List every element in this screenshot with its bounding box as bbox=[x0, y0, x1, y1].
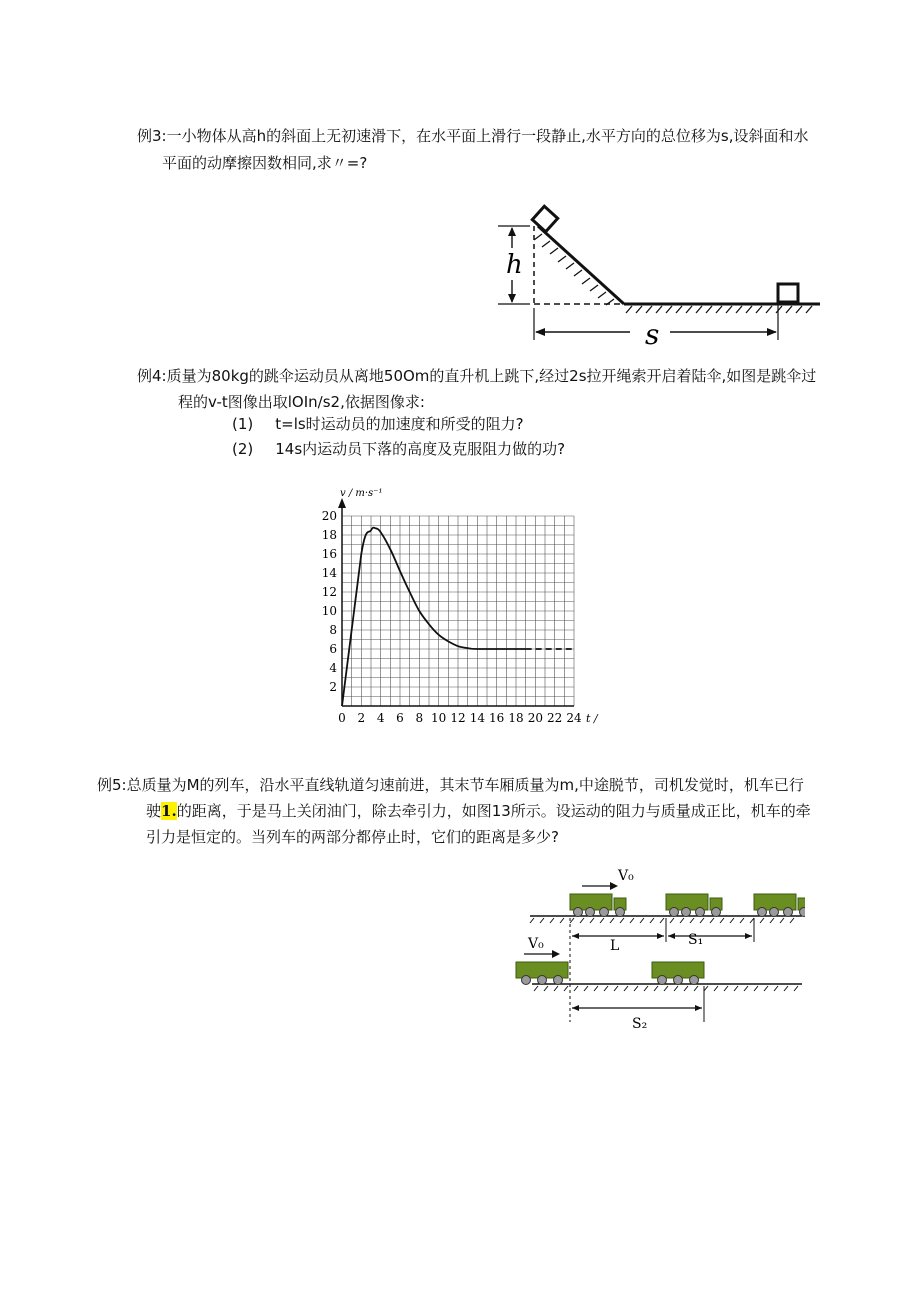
incline-figure bbox=[490, 200, 830, 350]
x-tick-label: 24 bbox=[566, 711, 582, 725]
x-tick-label: 4 bbox=[376, 711, 385, 725]
ex4-question-2 bbox=[232, 438, 565, 460]
q2-text: 14s内运动员下落的高度及克服阻力做的功? bbox=[275, 440, 566, 458]
ex3-text-2: 平面的动摩擦因数相同,求〃=? bbox=[162, 154, 368, 172]
highlighted-value: 1. bbox=[161, 802, 177, 820]
y-tick-label: 8 bbox=[329, 623, 337, 637]
x-axis-label: t / bbox=[586, 712, 598, 725]
y-tick-label: 16 bbox=[321, 547, 337, 561]
x-tick-label: 18 bbox=[508, 711, 524, 725]
ex3-line1 bbox=[137, 125, 808, 147]
ex3-text-1: 一小物体从高h的斜面上无初速滑下，在水平面上滑行一段静止,水平方向的总位移为s,设斜面和水 bbox=[166, 127, 809, 145]
ex5-line1 bbox=[97, 774, 804, 796]
v0-top-label: V₀ bbox=[618, 868, 634, 884]
x-tick-label: 6 bbox=[396, 711, 404, 725]
x-tick-label: 10 bbox=[431, 711, 447, 725]
x-tick-label: 20 bbox=[527, 711, 543, 725]
x-tick-label: 0 bbox=[338, 711, 346, 725]
x-tick-label: 2 bbox=[357, 711, 366, 725]
ex5-label: 例5: bbox=[97, 776, 127, 794]
v0-bottom-label: V₀ bbox=[528, 936, 544, 952]
y-axis-arrow bbox=[338, 498, 346, 508]
L-label: L bbox=[610, 938, 620, 954]
y-tick-label: 18 bbox=[321, 528, 337, 542]
x-tick-label: 8 bbox=[415, 711, 424, 725]
x-tick-label: 22 bbox=[547, 711, 563, 725]
ex4-question-1 bbox=[232, 413, 524, 435]
train-figure bbox=[510, 862, 805, 1032]
x-tick-label: 14 bbox=[469, 711, 485, 725]
ex3-label: 例3: bbox=[137, 127, 167, 145]
x-tick-label: 12 bbox=[450, 711, 466, 725]
y-tick-label: 6 bbox=[329, 642, 337, 656]
ex4-label: 例4: bbox=[137, 367, 167, 385]
y-tick-label: 10 bbox=[321, 604, 337, 618]
x-tick-label: 16 bbox=[489, 711, 505, 725]
S2-label: S₂ bbox=[632, 1016, 648, 1032]
ex4-line1 bbox=[137, 365, 816, 387]
h-label: h bbox=[506, 250, 523, 280]
y-axis-label: v / m·s⁻¹ bbox=[340, 488, 383, 499]
ex5-text-2b: 的距离，于是马上关闭油门，除去牵引力，如图13所示。设运动的阻力与质量成正比，机车的牵 bbox=[176, 802, 811, 820]
ex5-text-1: 总质量为M的列车，沿水平直线轨道匀速前进，其末节车厢质量为m,中途脱节，司机发觉时，机车已行 bbox=[126, 776, 804, 794]
ex5-text-3: 引力是恒定的。当列车的两部分都停止时，它们的距离是多少? bbox=[146, 828, 559, 846]
y-tick-label: 2 bbox=[329, 680, 337, 694]
q1-text: t=ls时运动员的加速度和所受的阻力? bbox=[275, 415, 524, 433]
ex4-text-2: 程的v-t图像出取lOIn∕s2,依据图像求: bbox=[178, 393, 425, 411]
q1-number: (1) bbox=[232, 415, 254, 433]
y-tick-label: 12 bbox=[321, 585, 337, 599]
vt-chart bbox=[318, 482, 608, 732]
ex5-line2 bbox=[146, 800, 811, 822]
y-tick-label: 20 bbox=[321, 509, 337, 523]
s-label: s bbox=[645, 318, 660, 350]
y-tick-label: 4 bbox=[329, 661, 337, 675]
S1-label: S₁ bbox=[688, 932, 704, 948]
q2-number: (2) bbox=[232, 440, 254, 458]
ex4-text-1: 质量为80kg的跳伞运动员从离地50Om的直升机上跳下,经过2s拉开绳索开启着陆伞,如图是跳伞过 bbox=[166, 367, 817, 385]
series-line bbox=[342, 528, 526, 706]
ex5-text-2a: 驶 bbox=[146, 802, 162, 820]
y-tick-label: 14 bbox=[321, 566, 337, 580]
